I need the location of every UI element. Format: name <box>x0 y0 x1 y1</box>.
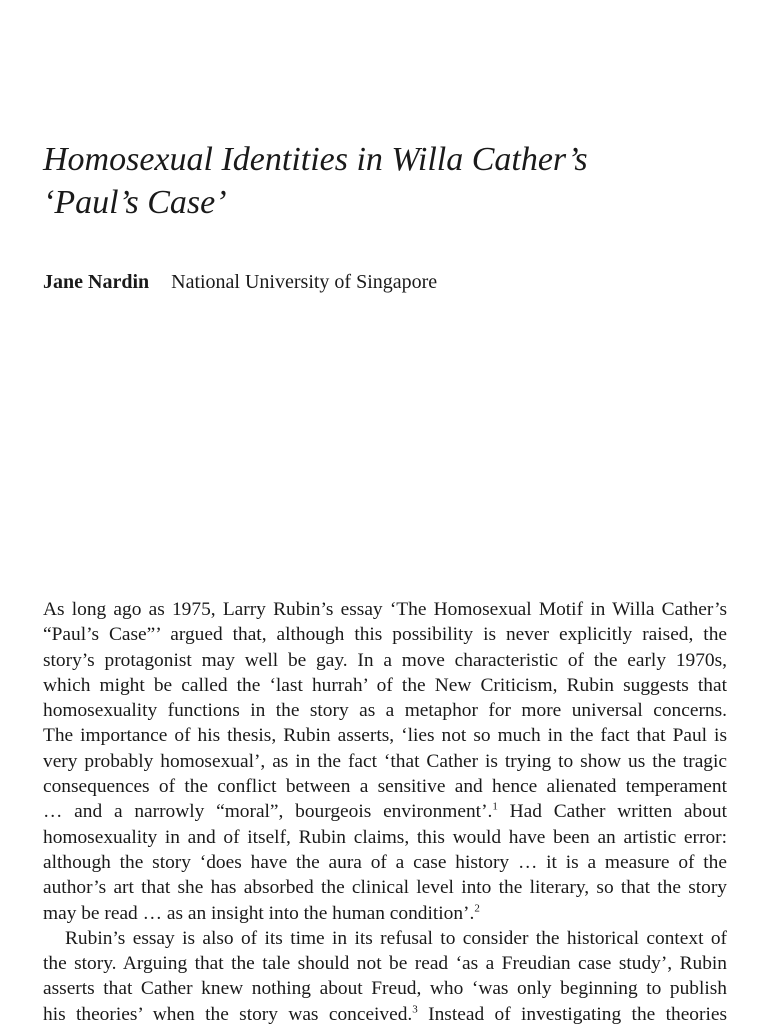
body-line: consequences of the conflict between a sensitive and hence alienated temperament <box>43 776 727 798</box>
body-line-with-note <box>43 901 727 926</box>
body-line-with-note <box>43 1002 727 1027</box>
body-line: author’s art that she has absorbed the clinical level into the literary, so that the story <box>43 877 727 899</box>
body-line-with-note <box>43 799 727 824</box>
body-line: homosexuality functions in the story as a metaphor for more universal concerns. <box>43 700 727 722</box>
body-line: very probably homosexual’, as in the fact ‘that Cather is trying to show us the tragic <box>43 750 727 772</box>
author-affiliation: National University of Singapore <box>171 271 438 293</box>
body-line: although the story ‘does have the aura of a case history … it is a measure of the <box>43 851 727 873</box>
body-line: homosexuality in and of itself, Rubin claims, this would have been an artistic error: <box>43 826 727 848</box>
footnote-marker-1[interactable]: 1 <box>492 800 498 813</box>
title-line-2: ‘Paul’s Case’ <box>43 184 227 221</box>
body-line: The importance of his thesis, Rubin asserts, ‘lies not so much in the fact that Paul is <box>43 725 727 747</box>
article-title <box>43 138 723 224</box>
footnote-marker-3[interactable]: 3 <box>412 1003 418 1016</box>
body-line: asserts that Cather knew nothing about Freud, who ‘was only beginning to publish <box>43 978 727 1000</box>
title-line-1: Homosexual Identities in Willa Cather’s <box>43 141 588 178</box>
byline <box>43 269 437 295</box>
article-body <box>43 597 727 1027</box>
author-name: Jane Nardin <box>43 271 150 293</box>
body-line: As long ago as 1975, Larry Rubin’s essay ‘The Homosexual Motif in Willa Cather’s <box>43 599 727 620</box>
body-line-text: his theories’ when the story was conceived. <box>43 1003 413 1025</box>
body-line: story’s protagonist may well be gay. In a move characteristic of the early 1970s, <box>43 649 727 671</box>
body-line-text: Instead of investigating the theories <box>417 1003 727 1025</box>
body-line: Rubin’s essay is also of its time in its refusal to consider the historical context of <box>65 927 727 949</box>
body-line: the story. Arguing that the tale should not be read ‘as a Freudian case study’, Rubin <box>43 953 727 975</box>
body-line: which might be called the ‘last hurrah’ of the New Criticism, Rubin suggests that <box>43 674 727 696</box>
body-line-text: Had Cather written about <box>497 801 727 823</box>
body-line-text: may be read … as an insight into the human condition’. <box>43 902 475 924</box>
body-line-text: … and a narrowly “moral”, bourgeois environment’. <box>43 801 493 823</box>
body-line: “Paul’s Case”’ argued that, although this possibility is never explicitly raised, the <box>43 624 727 646</box>
footnote-marker-2[interactable]: 2 <box>474 902 480 915</box>
